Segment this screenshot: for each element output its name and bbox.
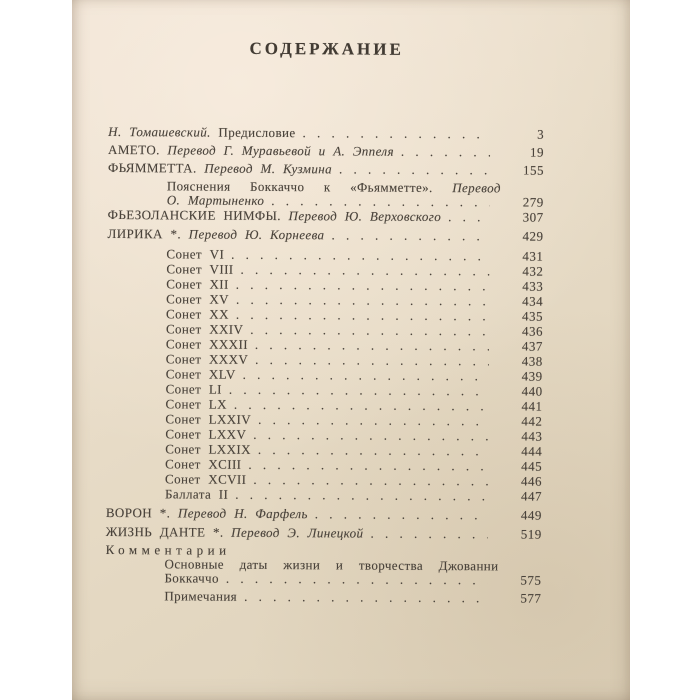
toc-row — [106, 427, 542, 443]
page-number: 3 — [537, 126, 545, 142]
toc-row — [108, 125, 544, 141]
page-number: 433 — [522, 278, 544, 294]
toc-entry-label — [166, 307, 229, 320]
dot-leader — [370, 527, 487, 541]
page-title: СОДЕРЖАНИЕ — [249, 38, 404, 59]
page-number: 443 — [521, 428, 543, 444]
toc-entry-title: Сонет XXXII — [165, 336, 249, 352]
page-number: 19 — [530, 144, 545, 160]
page-number: 436 — [521, 323, 544, 339]
toc-entry-translator: Перевод Ю. Корнеева — [188, 226, 325, 243]
toc-entry-translator: Перевод М. Кузмина — [204, 160, 333, 177]
toc-entry-title: ФЬЯММЕТТА. — [107, 159, 197, 176]
toc-row — [107, 352, 543, 368]
dot-leader — [235, 488, 488, 503]
toc-entry-label — [108, 125, 295, 139]
book-page-photo — [72, 0, 630, 700]
toc-entry-label — [165, 397, 226, 410]
dot-leader — [448, 210, 490, 223]
dot-leader — [226, 572, 488, 587]
page-number: 442 — [521, 413, 543, 429]
toc-row — [108, 161, 544, 177]
toc-row — [107, 262, 543, 278]
toc-entry-title: Сонет XLV — [165, 366, 236, 382]
dot-leader — [401, 145, 490, 159]
toc-entry-label — [108, 143, 394, 158]
toc-entry-label — [164, 589, 237, 602]
toc-entry-title: Пояснения Боккаччо к «Фьямметте». — [166, 178, 433, 195]
toc-entry-title: Сонет LXXIV — [165, 411, 252, 427]
toc-row — [107, 277, 543, 293]
toc-entry-title: ВОРОН *. — [105, 504, 171, 521]
dot-leader — [339, 162, 490, 176]
toc-row — [108, 180, 544, 209]
toc-entry-label — [165, 487, 228, 500]
page-number: 437 — [521, 338, 543, 354]
toc-entry-title: Сонет XV — [166, 291, 230, 307]
toc-entry-translator: Н. Томашевский. — [108, 123, 211, 140]
toc-row — [107, 382, 543, 398]
toc-entry-label — [108, 227, 325, 241]
toc-entry-label — [166, 382, 222, 395]
toc-entry-title: Примечания — [164, 588, 238, 604]
toc-row — [105, 558, 541, 587]
page-number: 445 — [521, 458, 543, 474]
toc-row — [108, 143, 544, 159]
toc-entry-title: Сонет VI — [166, 246, 225, 262]
toc-row — [108, 227, 544, 243]
toc-row — [106, 487, 542, 503]
toc-entry-translator: Перевод Г. Муравьевой и А. Эппеля — [167, 142, 395, 159]
page-number: 431 — [522, 248, 544, 264]
page-number: 440 — [521, 383, 543, 399]
toc-entry-title: Сонет LXXV — [165, 426, 247, 442]
toc-row — [107, 322, 543, 338]
page-number: 155 — [522, 162, 545, 178]
toc-entry-label — [165, 412, 251, 426]
page-number: 429 — [522, 228, 544, 244]
dot-leader — [271, 194, 490, 208]
page-number: 577 — [520, 590, 542, 606]
toc-row — [106, 412, 542, 428]
page-number: 432 — [522, 263, 544, 279]
page-number: 435 — [522, 308, 544, 324]
dot-leader — [303, 126, 491, 140]
toc-row — [106, 457, 542, 473]
toc-entry-title: Сонет VIII — [166, 261, 234, 277]
toc-entry-label — [166, 292, 229, 305]
page-number: 444 — [521, 443, 543, 459]
toc-entry-label — [166, 367, 236, 380]
toc-row — [106, 472, 542, 488]
page-number: 446 — [521, 473, 543, 489]
page-number: 438 — [521, 353, 543, 369]
dot-leader — [236, 308, 489, 323]
page-number: 279 — [522, 194, 544, 210]
toc-entry-label — [106, 525, 364, 540]
toc-list — [105, 125, 544, 605]
dot-leader — [315, 507, 488, 521]
toc-entry-label — [106, 506, 308, 520]
toc-entry-title: АМЕТО. — [108, 141, 160, 158]
toc-entry-label — [166, 262, 233, 275]
toc-entry-label — [166, 247, 224, 260]
dot-leader — [331, 228, 489, 242]
toc-entry-label — [108, 161, 332, 175]
toc-entry-label — [166, 322, 243, 335]
dot-leader — [255, 338, 489, 352]
toc-entry-translator: О. Мартыненко — [166, 192, 265, 208]
toc-entry-label — [165, 427, 246, 440]
page-number: 575 — [520, 572, 542, 588]
page-number: 441 — [521, 398, 543, 414]
toc-entry-label — [108, 208, 442, 223]
toc-entry-title: Сонет XCVII — [165, 471, 247, 487]
toc-entry-title: Сонет XX — [166, 306, 229, 322]
table-of-contents — [105, 0, 545, 605]
page-number: 434 — [522, 293, 544, 309]
dot-leader — [255, 353, 489, 367]
toc-entry-translator: Перевод Н. Фарфель — [177, 505, 308, 522]
toc-entry-title: Баллата II — [164, 486, 229, 502]
toc-row — [107, 367, 543, 383]
toc-entry-title: Сонет XII — [166, 276, 229, 292]
dot-leader — [258, 413, 488, 427]
toc-entry-title: Сонет XXXV — [165, 351, 249, 367]
page-number: 519 — [520, 526, 542, 542]
toc-entry-title: Сонет LX — [165, 396, 227, 412]
toc-row — [107, 247, 543, 263]
toc-entry-title: ЖИЗНЬ ДАНТЕ *. — [105, 523, 224, 540]
dot-leader — [241, 263, 490, 278]
page-number: 447 — [520, 488, 543, 504]
toc-entry-label — [106, 543, 231, 557]
toc-row — [108, 208, 544, 224]
toc-entry-translator: Перевод — [452, 180, 501, 196]
toc-entry-title: Сонет LI — [165, 381, 222, 397]
toc-entry-title: Сонет LXXIX — [165, 441, 251, 457]
dot-leader — [244, 590, 487, 604]
toc-entry-label — [167, 193, 265, 207]
dot-leader — [250, 323, 489, 337]
toc-row — [106, 442, 542, 458]
dot-leader — [236, 293, 489, 308]
toc-entry-title: Предисловие — [218, 124, 296, 141]
toc-entry-title: Сонет XCIII — [165, 456, 242, 472]
dot-leader — [243, 368, 489, 383]
dot-leader — [253, 473, 488, 487]
dot-leader — [236, 278, 490, 293]
toc-entry-label — [165, 442, 251, 456]
toc-entry-label — [166, 352, 248, 366]
toc-row — [106, 506, 542, 522]
dot-leader — [231, 248, 489, 263]
toc-entry-translator: Перевод Э. Линецкой — [231, 524, 364, 541]
toc-entry-title: Боккаччо — [164, 570, 219, 586]
toc-row — [105, 589, 541, 605]
dot-leader — [234, 398, 489, 413]
toc-entry-title: Основные даты жизни и творчества Джованни — [164, 556, 499, 574]
toc-row — [106, 397, 542, 413]
page-number: 439 — [521, 368, 543, 384]
toc-entry-label — [165, 472, 246, 485]
toc-row — [107, 307, 543, 323]
toc-entry-title: Комментарии — [105, 541, 231, 558]
dot-leader — [248, 458, 488, 472]
toc-entry-title: ФЬЕЗОЛАНСКИЕ НИМФЫ. — [107, 206, 281, 224]
toc-entry-label — [165, 457, 241, 470]
toc-row — [106, 525, 542, 541]
toc-entry-label — [166, 277, 229, 290]
toc-entry-translator: Перевод Ю. Верховского — [288, 208, 442, 225]
dot-leader — [253, 428, 488, 442]
toc-entry-label — [166, 337, 248, 351]
toc-entry-title: Сонет XXIV — [165, 321, 244, 337]
dot-leader — [229, 383, 489, 398]
toc-entry-title: ЛИРИКА *. — [107, 225, 182, 242]
toc-entry-label — [164, 571, 219, 584]
page-number: 307 — [522, 209, 544, 225]
page-number: 449 — [520, 507, 542, 523]
toc-row — [107, 337, 543, 353]
dot-leader — [258, 443, 488, 457]
toc-row — [107, 292, 543, 308]
